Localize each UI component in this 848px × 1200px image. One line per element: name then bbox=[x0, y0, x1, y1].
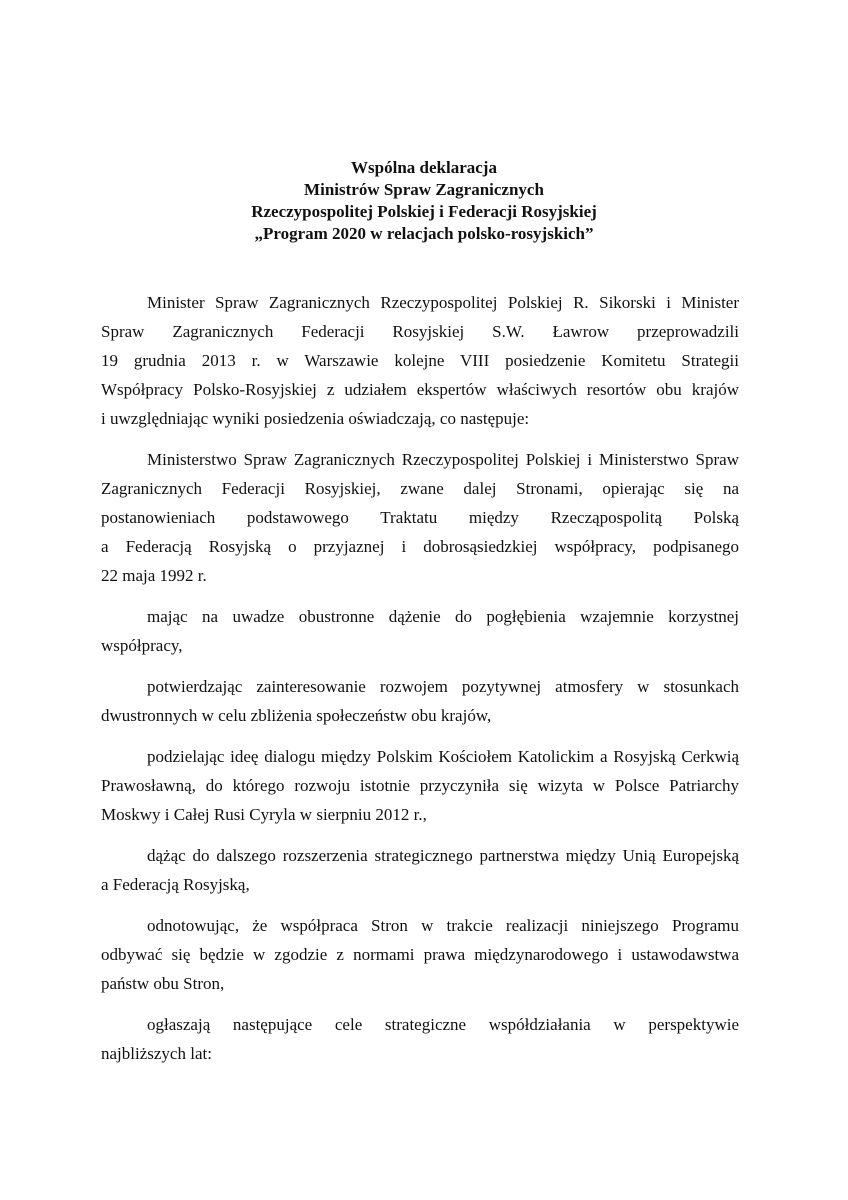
paragraph-line: najbliższych lat: bbox=[101, 1044, 212, 1063]
paragraph-line: i uwzględniając wyniki posiedzenia oświadczają, co następuje: bbox=[101, 409, 530, 428]
paragraph-line: a Federacją Rosyjską o przyjaznej i dobrosąsiedzkiej współpracy, podpisanego bbox=[101, 537, 739, 556]
paragraph-line: odbywać się będzie w zgodzie z normami prawa międzynarodowego i ustawodawstwa bbox=[101, 945, 739, 964]
paragraph-line: Współpracy Polsko-Rosyjskiej z udziałem ekspertów właściwych resortów obu krajów bbox=[101, 380, 739, 399]
paragraph-line: dwustronnych w celu zbliżenia społeczeństw obu krajów, bbox=[101, 706, 492, 725]
paragraph-line: 19 grudnia 2013 r. w Warszawie kolejne VIII posiedzenie Komitetu Strategii bbox=[101, 351, 739, 370]
paragraph-line: postanowieniach podstawowego Traktatu między Rzecząpospolitą Polską bbox=[101, 508, 739, 527]
title-line: Ministrów Spraw Zagranicznych bbox=[304, 180, 544, 199]
document-body bbox=[101, 288, 739, 1068]
paragraph-line: Prawosławną, do którego rozwoju istotnie przyczyniła się wizyta w Polsce Patriarchy bbox=[101, 776, 739, 795]
document-title bbox=[0, 157, 848, 245]
paragraph-line: potwierdzając zainteresowanie rozwojem pozytywnej atmosfery w stosunkach bbox=[147, 677, 739, 696]
paragraph bbox=[101, 911, 739, 998]
title-line: „Program 2020 w relacjach polsko-rosyjskich” bbox=[254, 224, 594, 243]
paragraph-line: współpracy, bbox=[101, 636, 183, 655]
paragraph bbox=[101, 672, 739, 730]
paragraph bbox=[101, 288, 739, 433]
paragraph bbox=[101, 1010, 739, 1068]
paragraph bbox=[101, 602, 739, 660]
title-line: Wspólna deklaracja bbox=[351, 158, 497, 177]
paragraph-line: podzielając ideę dialogu między Polskim Kościołem Katolickim a Rosyjską Cerkwią bbox=[147, 747, 739, 766]
paragraph-line: państw obu Stron, bbox=[101, 974, 225, 993]
paragraph bbox=[101, 445, 739, 590]
paragraph-line: odnotowując, że współpraca Stron w trakcie realizacji niniejszego Programu bbox=[147, 916, 739, 935]
paragraph-line: a Federacją Rosyjską, bbox=[101, 875, 250, 894]
paragraph bbox=[101, 742, 739, 829]
paragraph-line: Ministerstwo Spraw Zagranicznych Rzeczypospolitej Polskiej i Ministerstwo Spraw bbox=[147, 450, 739, 469]
paragraph-line: Minister Spraw Zagranicznych Rzeczypospolitej Polskiej R. Sikorski i Minister bbox=[147, 293, 739, 312]
paragraph bbox=[101, 841, 739, 899]
paragraph-line: ogłaszają następujące cele strategiczne współdziałania w perspektywie bbox=[147, 1015, 739, 1034]
paragraph-line: Zagranicznych Federacji Rosyjskiej, zwane dalej Stronami, opierając się na bbox=[101, 479, 739, 498]
paragraph-line: mając na uwadze obustronne dążenie do pogłębienia wzajemnie korzystnej bbox=[147, 607, 739, 626]
paragraph-line: Moskwy i Całej Rusi Cyryla w sierpniu 2012 r., bbox=[101, 805, 427, 824]
paragraph-line: dążąc do dalszego rozszerzenia strategicznego partnerstwa między Unią Europejską bbox=[147, 846, 739, 865]
paragraph-line: Spraw Zagranicznych Federacji Rosyjskiej S.W. Ławrow przeprowadzili bbox=[101, 322, 739, 341]
paragraph-line: 22 maja 1992 r. bbox=[101, 566, 207, 585]
title-line: Rzeczypospolitej Polskiej i Federacji Rosyjskiej bbox=[251, 202, 597, 221]
